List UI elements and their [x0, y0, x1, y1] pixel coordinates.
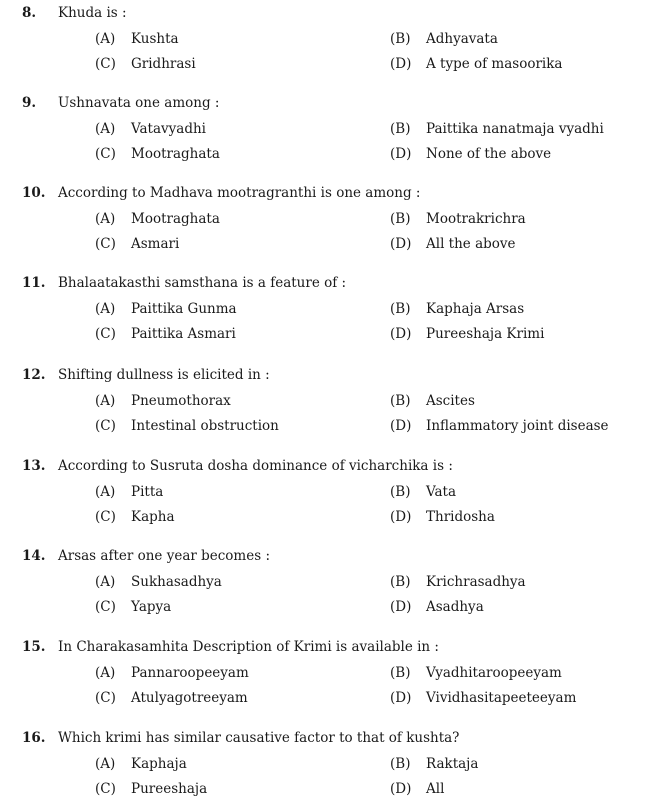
- option-letter: (A): [95, 301, 116, 317]
- option-letter: (B): [390, 665, 411, 681]
- option-text: None of the above: [426, 146, 552, 162]
- option-text: Sukhasadhya: [131, 574, 222, 590]
- option-letter: (D): [390, 326, 412, 342]
- question-stem: [0, 638, 646, 656]
- question-text: Ushnavata one among :: [58, 95, 220, 111]
- question-stem: [0, 4, 646, 22]
- option-text: Raktaja: [426, 756, 479, 772]
- option-letter: (A): [95, 31, 116, 47]
- option-letter: (C): [95, 599, 116, 615]
- option-text: Vatavyadhi: [131, 121, 206, 137]
- question-text: According to Susruta dosha dominance of vicharchika is :: [58, 458, 453, 474]
- option-letter: (A): [95, 574, 116, 590]
- question-text: According to Madhava mootragranthi is one among :: [58, 185, 421, 201]
- question-number: 11.: [22, 275, 46, 291]
- option-letter: (A): [95, 756, 116, 772]
- question-text: Arsas after one year becomes :: [58, 548, 270, 564]
- question-text: Shifting dullness is elicited in :: [58, 367, 270, 383]
- option-text: Kapha: [131, 509, 175, 525]
- option-text: Vata: [426, 484, 457, 500]
- option-text: Ascites: [426, 393, 475, 409]
- question-number: 12.: [22, 367, 46, 383]
- option-letter: (C): [95, 236, 116, 252]
- option-letter: (A): [95, 484, 116, 500]
- option-letter: (C): [95, 509, 116, 525]
- option-text: Gridhrasi: [131, 56, 196, 72]
- option-text: Mootrakrichra: [426, 211, 526, 227]
- question-number: 10.: [22, 185, 46, 201]
- option-text: Paittika Asmari: [131, 326, 236, 342]
- question-stem: [0, 457, 646, 475]
- option-text: Pureeshaja: [131, 781, 208, 797]
- option-letter: (D): [390, 418, 412, 434]
- option-text: Atulyagotreeyam: [131, 690, 248, 706]
- option-text: Vividhasitapeeteeyam: [426, 690, 577, 706]
- question-stem: [0, 184, 646, 202]
- option-letter: (D): [390, 690, 412, 706]
- option-text: Thridosha: [426, 509, 495, 525]
- option-text: Pannaroopeeyam: [131, 665, 249, 681]
- option-text: A type of masoorika: [426, 56, 563, 72]
- question-stem: [0, 94, 646, 112]
- option-letter: (C): [95, 146, 116, 162]
- option-letter: (C): [95, 418, 116, 434]
- option-letter: (A): [95, 393, 116, 409]
- option-text: Vyadhitaroopeeyam: [426, 665, 562, 681]
- question-number: 15.: [22, 639, 46, 655]
- question-number: 16.: [22, 730, 46, 746]
- question-stem: [0, 366, 646, 384]
- option-text: Pneumothorax: [131, 393, 231, 409]
- option-letter: (B): [390, 484, 411, 500]
- option-text: Asadhya: [426, 599, 484, 615]
- question-number: 9.: [22, 95, 37, 111]
- question-text: Which krimi has similar causative factor to that of kushta?: [58, 730, 460, 746]
- question-text: Khuda is :: [58, 5, 127, 21]
- option-text: Kaphaja Arsas: [426, 301, 525, 317]
- option-letter: (D): [390, 56, 412, 72]
- question-stem: [0, 547, 646, 565]
- option-letter: (D): [390, 599, 412, 615]
- option-letter: (B): [390, 31, 411, 47]
- option-letter: (B): [390, 121, 411, 137]
- question-number: 14.: [22, 548, 46, 564]
- option-text: Paittika Gunma: [131, 301, 237, 317]
- option-text: Inflammatory joint disease: [426, 418, 609, 434]
- option-text: Kaphaja: [131, 756, 187, 772]
- question-text: Bhalaatakasthi samsthana is a feature of :: [58, 275, 347, 291]
- option-text: Asmari: [131, 236, 180, 252]
- option-letter: (D): [390, 236, 412, 252]
- option-letter: (D): [390, 146, 412, 162]
- option-text: Intestinal obstruction: [131, 418, 279, 434]
- option-text: All the above: [426, 236, 516, 252]
- option-letter: (A): [95, 211, 116, 227]
- option-letter: (B): [390, 756, 411, 772]
- option-letter: (D): [390, 781, 412, 797]
- option-letter: (B): [390, 393, 411, 409]
- question-text: In Charakasamhita Description of Krimi is available in :: [58, 639, 439, 655]
- question-number: 13.: [22, 458, 46, 474]
- option-text: Krichrasadhya: [426, 574, 526, 590]
- option-letter: (C): [95, 56, 116, 72]
- option-text: Mootraghata: [131, 146, 220, 162]
- option-text: Mootraghata: [131, 211, 220, 227]
- question-number: 8.: [22, 5, 37, 21]
- option-text: Pureeshaja Krimi: [426, 326, 545, 342]
- option-letter: (B): [390, 301, 411, 317]
- option-text: Paittika nanatmaja vyadhi: [426, 121, 604, 137]
- option-text: All: [426, 781, 445, 797]
- option-letter: (B): [390, 211, 411, 227]
- option-letter: (C): [95, 690, 116, 706]
- option-letter: (A): [95, 121, 116, 137]
- option-letter: (D): [390, 509, 412, 525]
- option-letter: (A): [95, 665, 116, 681]
- option-text: Pitta: [131, 484, 164, 500]
- question-stem: [0, 274, 646, 292]
- option-letter: (B): [390, 574, 411, 590]
- option-letter: (C): [95, 781, 116, 797]
- option-text: Yapya: [131, 599, 172, 615]
- option-letter: (C): [95, 326, 116, 342]
- option-text: Kushta: [131, 31, 179, 47]
- option-text: Adhyavata: [426, 31, 498, 47]
- question-stem: [0, 729, 646, 747]
